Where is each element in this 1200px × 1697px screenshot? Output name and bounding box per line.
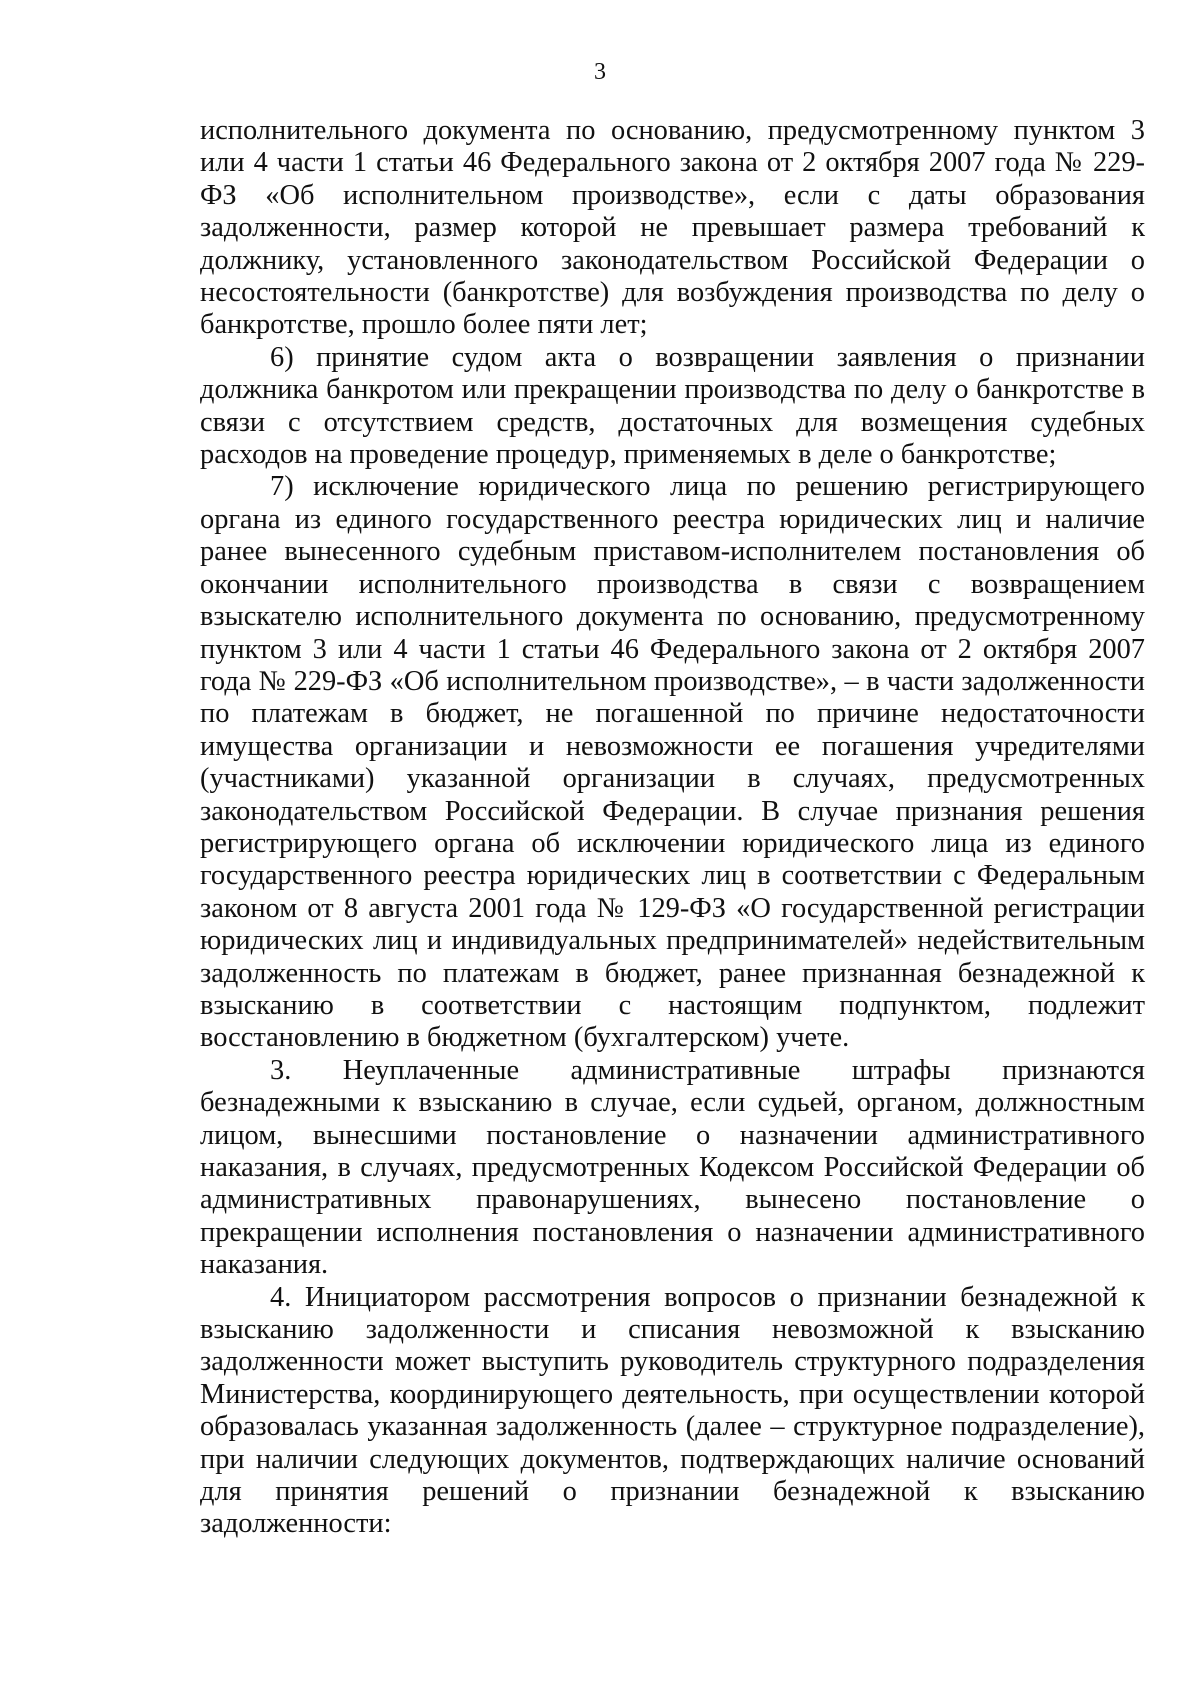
- document-body: [200, 115, 1145, 1541]
- paragraph-continued: исполнительного документа по основанию, предусмотренному пунктом 3 или 4 части 1 статьи 46 Федерального закона от 2 октября 2007 года № 229-ФЗ «Об исполнительном производстве», если с даты образования задолженности, размер которой не превышает размера требований к должнику, установленного законодательством Российской Федерации о несостоятельности (банкротстве) для возбуждения производства по делу о банкротстве, прошло более пяти лет;: [200, 115, 1145, 341]
- paragraph-item-6: 6) принятие судом акта о возвращении заявления о признании должника банкротом или прекращении производства по делу о банкротстве в связи с отсутствием средств, достаточных для возмещения судебных расходов на проведение процедур, применяемых в деле о банкротстве;: [200, 341, 1145, 471]
- paragraph-section-4: 4. Инициатором рассмотрения вопросов о признании безнадежной к взысканию задолженности и списания невозможной к взысканию задолженности может выступить руководитель структурного подразделения Министерства, координирующего деятельность, при осуществлении которой образовалась указанная задолженность (далее – структурное подразделение), при наличии следующих документов, подтверждающих наличие оснований для принятия решений о признании безнадежной к взысканию задолженности:: [200, 1281, 1145, 1540]
- page-number: 3: [594, 59, 606, 85]
- paragraph-section-3: 3. Неуплаченные административные штрафы признаются безнадежными к взысканию в случае, если судьей, органом, должностным лицом, вынесшими постановление о назначении административного наказания, в случаях, предусмотренных Кодексом Российской Федерации об административных правонарушениях, вынесено постановление о прекращении исполнения постановления о назначении административного наказания.: [200, 1054, 1145, 1281]
- paragraph-item-7: 7) исключение юридического лица по решению регистрирующего органа из единого государственного реестра юридических лиц и наличие ранее вынесенного судебным приставом-исполнителем постановления об окончании исполнительного производства в связи с возвращением взыскателю исполнительного документа по основанию, предусмотренному пунктом 3 или 4 части 1 статьи 46 Федерального закона от 2 октября 2007 года № 229-ФЗ «Об исполнительном производстве», – в части задолженности по платежам в бюджет, не погашенной по причине недостаточности имущества организации и невозможности ее погашения учредителями (участниками) указанной организации в случаях, предусмотренных законодательством Российской Федерации. В случае признания решения регистрирующего органа об исключении юридического лица из единого государственного реестра юридических лиц в соответствии с Федеральным законом от 8 августа 2001 года № 129-ФЗ «О государственной регистрации юридических лиц и индивидуальных предпринимателей» недействительным задолженность по платежам в бюджет, ранее признанная безнадежной к взысканию в соответствии с настоящим подпунктом, подлежит восстановлению в бюджетном (бухгалтерском) учете.: [200, 471, 1145, 1054]
